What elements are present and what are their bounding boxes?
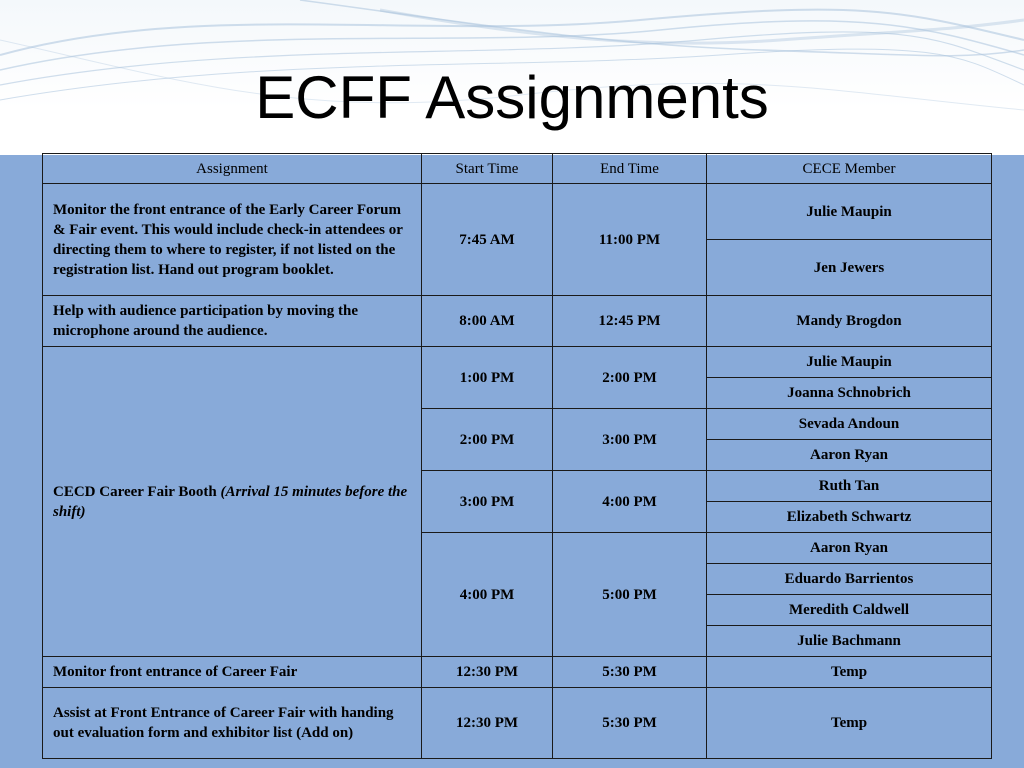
assignment-cell: Assist at Front Entrance of Career Fair with handing out evaluation form and exhibitor list (Add on) [43, 688, 422, 759]
member-cell: Aaron Ryan [707, 533, 992, 564]
member-cell: Temp [707, 657, 992, 688]
table-row [43, 657, 992, 688]
member-cell: Mandy Brogdon [707, 296, 992, 347]
start-time-cell: 12:30 PM [422, 657, 553, 688]
member-cell: Meredith Caldwell [707, 595, 992, 626]
end-time-cell: 12:45 PM [553, 296, 707, 347]
header-cece-member: CECE Member [707, 154, 992, 184]
member-cell: Julie Bachmann [707, 626, 992, 657]
start-time-cell: 8:00 AM [422, 296, 553, 347]
table-header-row [43, 154, 992, 184]
end-time-cell: 5:00 PM [553, 533, 707, 657]
assignment-cell: Monitor front entrance of Career Fair [43, 657, 422, 688]
table-row [43, 296, 992, 347]
member-cell: Sevada Andoun [707, 409, 992, 440]
end-time-cell: 5:30 PM [553, 657, 707, 688]
page-title: ECFF Assignments [255, 64, 769, 131]
header-assignment: Assignment [43, 154, 422, 184]
start-time-cell: 7:45 AM [422, 184, 553, 296]
start-time-cell: 4:00 PM [422, 533, 553, 657]
start-time-cell: 1:00 PM [422, 347, 553, 409]
assignments-table [42, 153, 992, 759]
table-row [43, 688, 992, 759]
start-time-cell: 2:00 PM [422, 409, 553, 471]
member-cell: Jen Jewers [707, 240, 992, 296]
end-time-cell: 3:00 PM [553, 409, 707, 471]
end-time-cell: 11:00 PM [553, 184, 707, 296]
end-time-cell: 5:30 PM [553, 688, 707, 759]
member-cell: Julie Maupin [707, 184, 992, 240]
member-cell: Elizabeth Schwartz [707, 502, 992, 533]
member-cell: Ruth Tan [707, 471, 992, 502]
assignment-text: CECD Career Fair Booth [53, 483, 221, 500]
start-time-cell: 3:00 PM [422, 471, 553, 533]
start-time-cell: 12:30 PM [422, 688, 553, 759]
header-start-time: Start Time [422, 154, 553, 184]
member-cell: Aaron Ryan [707, 440, 992, 471]
member-cell: Julie Maupin [707, 347, 992, 378]
end-time-cell: 4:00 PM [553, 471, 707, 533]
member-cell: Temp [707, 688, 992, 759]
header-end-time: End Time [553, 154, 707, 184]
member-cell: Joanna Schnobrich [707, 378, 992, 409]
assignment-note: (Arrival 15 minutes before the shift) [53, 483, 408, 520]
table-row [43, 347, 992, 378]
table-row [43, 184, 992, 240]
assignment-cell: Monitor the front entrance of the Early Career Forum & Fair event. This would include check-in attendees or directing them to where to register, if not listed on the registration list. Hand out program booklet. [43, 184, 422, 296]
assignment-cell: Help with audience participation by moving the microphone around the audience. [43, 296, 422, 347]
assignment-cell [43, 347, 422, 657]
end-time-cell: 2:00 PM [553, 347, 707, 409]
member-cell: Eduardo Barrientos [707, 564, 992, 595]
